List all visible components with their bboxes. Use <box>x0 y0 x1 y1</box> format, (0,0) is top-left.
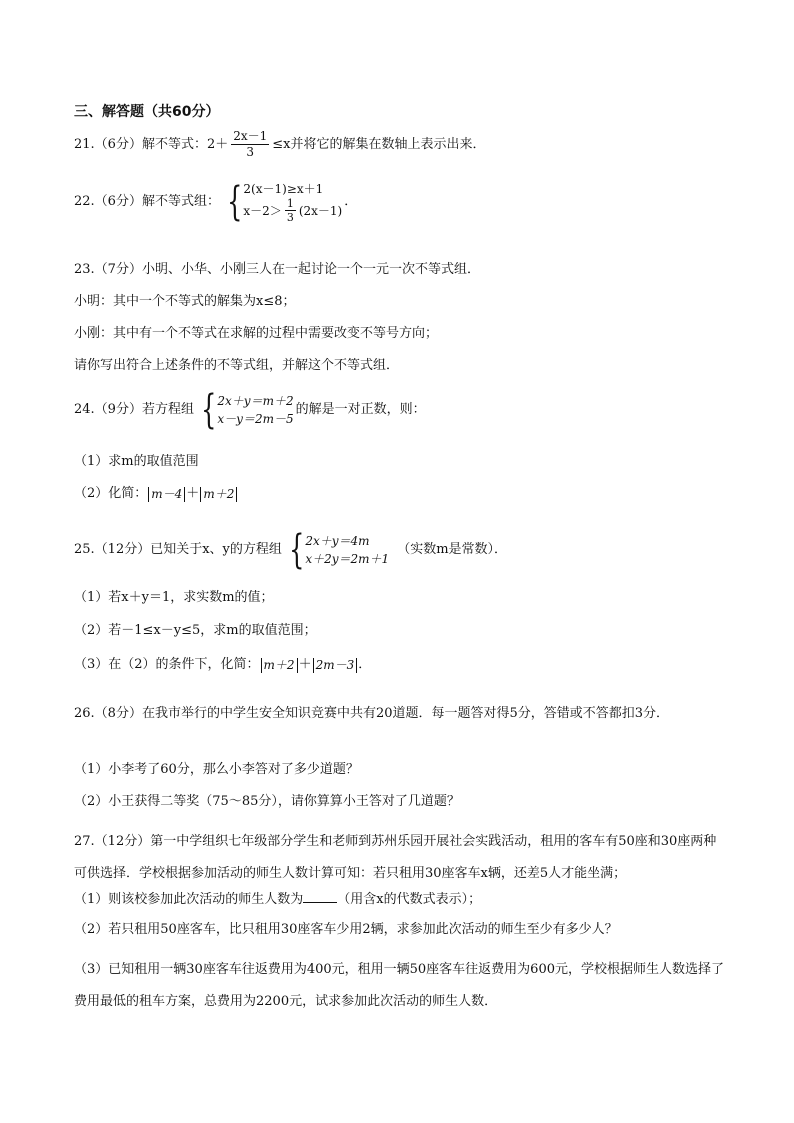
q22-inequality-2-left: x－2＞ <box>243 203 282 218</box>
q21-suffix: ≤x并将它的解集在数轴上表示出来． <box>272 136 486 152</box>
q22-inequality-2-right: (2x－1) <box>298 203 343 218</box>
section-title: 三、解答题（共60分） <box>74 104 220 120</box>
q21-fraction-denominator: 3 <box>246 145 255 159</box>
q25-sub-3-suffix: ． <box>358 657 372 672</box>
q25-system <box>284 527 390 573</box>
q27-sub-1-prefix: （1）则该校参加此次活动的师生人数为 <box>74 892 304 907</box>
q25-equation-2: x＋2y＝2m＋1 <box>305 552 390 566</box>
question-25 <box>74 527 508 573</box>
question-24-sub-2 <box>74 486 238 502</box>
q22-inequality-1: 2(x－1)≥x＋1 <box>243 182 324 196</box>
question-24 <box>74 387 426 433</box>
q22-brace: { <box>227 178 243 225</box>
question-24-sub-1: （1）求m的取值范围 <box>74 454 199 469</box>
q22-system <box>222 180 342 223</box>
q22-fraction-denominator: 3 <box>286 211 294 224</box>
question-26-sub-2: （2）小王获得二等奖（75～85分），请你算算小王答对了几道题？ <box>74 794 460 809</box>
q25-plus: ＋ <box>298 657 312 672</box>
question-25-sub-1: （1）若x＋y＝1，求实数m的值； <box>74 590 274 605</box>
answer-blank[interactable] <box>303 890 337 903</box>
q24-sub-2-prefix: （2）化简： <box>74 486 148 501</box>
q25-absolute-value-1: m＋2 <box>261 658 298 673</box>
q25-absolute-value-2: 2m－3 <box>313 658 358 673</box>
question-26-intro: 26.（8分）在我市举行的中学生安全知识竞赛中共有20道题．每一题答对得5分，答错或不答都扣3分． <box>74 706 670 721</box>
q24-absolute-value-2: m＋2 <box>200 487 237 502</box>
q24-brace: { <box>201 387 217 433</box>
q22-inequality-2 <box>243 198 342 223</box>
q22-fraction-numerator: 1 <box>286 197 294 210</box>
question-27-sub-3: （3）已知租用一辆30座客车往返费用为400元，租用一辆50座客车往返费用为600元，学校根据师生人数选择了费用最低的租车方案，总费用为2200元，试求参加此次活动的师生人数． <box>74 962 724 1009</box>
q21-fraction-numerator: 2x－1 <box>233 129 268 143</box>
question-22 <box>74 180 357 223</box>
q24-system <box>196 387 294 433</box>
question-23-line-1: 小明：其中一个不等式的解集为x≤8； <box>74 294 296 309</box>
q21-fraction <box>231 130 269 159</box>
q22-prefix: 22.（6分）解不等式组： <box>74 193 220 209</box>
q21-prefix: 21.（6分）解不等式：2＋ <box>74 136 229 152</box>
q24-equation-2: x－y＝2m－5 <box>217 412 294 426</box>
q24-suffix: 的解是一对正数，则： <box>295 402 426 417</box>
q25-prefix: 25.（12分）已知关于x、y的方程组 <box>74 542 282 557</box>
question-27-sub-2: （2）若只租用50座客车，比只租用30座客车少用2辆，求参加此次活动的师生至少有多少人？ <box>74 922 618 937</box>
q22-suffix: ． <box>344 193 358 209</box>
q24-prefix: 24.（9分）若方程组 <box>74 402 194 417</box>
question-23-line-2: 小刚：其中有一个不等式在求解的过程中需要改变不等号方向； <box>74 326 439 341</box>
question-25-sub-3 <box>74 657 371 673</box>
question-27-sub-1 <box>74 890 481 908</box>
q22-fraction <box>285 198 296 223</box>
question-21 <box>74 130 486 159</box>
q27-sub-1-suffix: （用含x的代数式表示）； <box>337 892 482 907</box>
question-23-line-3: 请你写出符合上述条件的不等式组，并解这个不等式组． <box>74 358 400 373</box>
q25-brace: { <box>288 527 305 573</box>
question-23-intro: 23.（7分）小明、小华、小刚三人在一起讨论一个一元一次不等式组． <box>74 262 480 277</box>
q24-plus: ＋ <box>186 486 200 501</box>
question-25-sub-2: （2）若－1≤x－y≤5，求m的取值范围； <box>74 623 317 638</box>
q25-sub-3-prefix: （3）在（2）的条件下，化简： <box>74 657 260 672</box>
q24-absolute-value-1: m－4 <box>148 487 185 502</box>
q25-equation-1: 2x＋y＝4m <box>305 534 370 548</box>
question-26-sub-1: （1）小李考了60分，那么小李答对了多少道题？ <box>74 762 359 777</box>
q24-equation-1: 2x＋y＝m＋2 <box>217 394 294 408</box>
q25-suffix: （实数m是常数）． <box>397 542 508 557</box>
question-27-intro: 27.（12分）第一中学组织七年级部分学生和老师到苏州乐园开展社会实践活动，租用的客车有50座和30座两种可供选择．学校根据参加活动的师生人数计算可知：若只租用30座客车x辆，还差5人才能坐满； <box>74 834 717 881</box>
